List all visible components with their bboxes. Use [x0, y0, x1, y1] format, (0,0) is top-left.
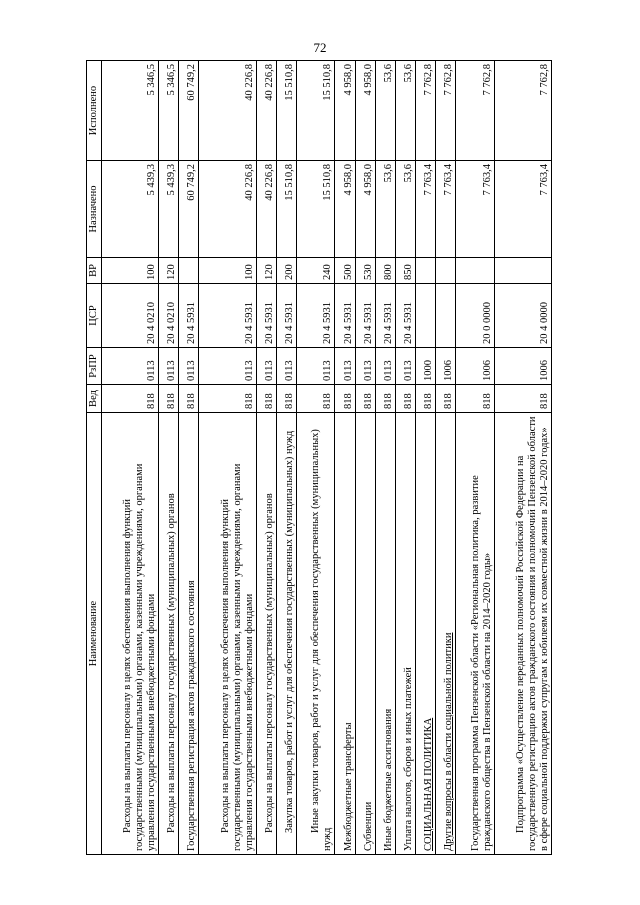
row-vr: [456, 258, 495, 284]
row-ved: 818: [494, 385, 551, 413]
row-ved: 818: [199, 385, 256, 413]
row-ved: 818: [256, 385, 276, 413]
row-csr: 20 4 5931: [199, 284, 256, 348]
row-assigned: 5 439,3: [102, 161, 159, 258]
header-executed: Исполнено: [87, 61, 102, 161]
row-csr: 20 4 5931: [375, 284, 395, 348]
table-row: [435, 61, 455, 855]
table-row: [179, 61, 199, 855]
row-assigned: 15 510,8: [276, 161, 296, 258]
rotated-table-container: [86, 61, 552, 855]
row-vr: 240: [296, 258, 335, 284]
row-rzpr: 0113: [102, 348, 159, 385]
row-vr: 530: [355, 258, 375, 284]
row-name: Расходы на выплаты персоналу государственных (муниципальных) органов: [256, 413, 276, 855]
header-ved: Вед: [87, 385, 102, 413]
row-csr: 20 4 5931: [276, 284, 296, 348]
row-assigned: 4 958,0: [355, 161, 375, 258]
row-vr: 120: [159, 258, 179, 284]
row-name: Государственная программа Пензенской области «Региональная политика, развитие гражданского общества в Пензенской области на 2014–2020 годы»: [456, 413, 495, 855]
table-row: [355, 61, 375, 855]
row-rzpr: 0113: [395, 348, 415, 385]
row-assigned: 53,6: [395, 161, 415, 258]
row-ved: 818: [102, 385, 159, 413]
row-executed: 5 346,5: [102, 61, 159, 161]
row-rzpr: 0113: [276, 348, 296, 385]
row-assigned: 5 439,3: [159, 161, 179, 258]
row-executed: 15 510,8: [276, 61, 296, 161]
header-assigned: Назначено: [87, 161, 102, 258]
row-vr: [415, 258, 435, 284]
row-name: Другие вопросы в области социальной политики: [435, 413, 455, 855]
table-row: [276, 61, 296, 855]
row-name: Иные бюджетные ассигнования: [375, 413, 395, 855]
table-row: [456, 61, 495, 855]
row-rzpr: 0113: [179, 348, 199, 385]
row-ved: 818: [375, 385, 395, 413]
row-ved: 818: [276, 385, 296, 413]
row-ved: 818: [415, 385, 435, 413]
row-vr: 100: [102, 258, 159, 284]
row-rzpr: 0113: [199, 348, 256, 385]
row-csr: 20 4 5931: [179, 284, 199, 348]
row-csr: 20 4 0210: [102, 284, 159, 348]
row-ved: 818: [335, 385, 355, 413]
row-ved: 818: [296, 385, 335, 413]
row-vr: 100: [199, 258, 256, 284]
row-name: Закупка товаров, работ и услуг для обеспечения государственных (муниципальных) нужд: [276, 413, 296, 855]
table-row: [159, 61, 179, 855]
row-executed: 5 346,5: [159, 61, 179, 161]
row-vr: 120: [256, 258, 276, 284]
row-rzpr: 1006: [494, 348, 551, 385]
row-executed: 60 749,2: [179, 61, 199, 161]
row-vr: [179, 258, 199, 284]
row-assigned: 60 749,2: [179, 161, 199, 258]
row-name: СОЦИАЛЬНАЯ ПОЛИТИКА: [415, 413, 435, 855]
row-assigned: 15 510,8: [296, 161, 335, 258]
table-row: [296, 61, 335, 855]
row-executed: 15 510,8: [296, 61, 335, 161]
row-assigned: 7 763,4: [494, 161, 551, 258]
row-csr: [415, 284, 435, 348]
page-number: 72: [313, 40, 327, 55]
row-executed: 53,6: [375, 61, 395, 161]
table-row: [494, 61, 551, 855]
row-rzpr: 0113: [335, 348, 355, 385]
row-assigned: 40 226,8: [256, 161, 276, 258]
header-vr: ВР: [87, 258, 102, 284]
header-csr: ЦСР: [87, 284, 102, 348]
row-ved: 818: [395, 385, 415, 413]
row-rzpr: 0113: [375, 348, 395, 385]
row-ved: 818: [355, 385, 375, 413]
table-row: [102, 61, 159, 855]
row-csr: 20 4 0000: [494, 284, 551, 348]
row-vr: 200: [276, 258, 296, 284]
row-assigned: 40 226,8: [199, 161, 256, 258]
row-rzpr: 1006: [456, 348, 495, 385]
row-name: Межбюджетные трансферты: [335, 413, 355, 855]
row-executed: 40 226,8: [199, 61, 256, 161]
row-vr: 500: [335, 258, 355, 284]
row-executed: 7 762,8: [435, 61, 455, 161]
row-name: Иные закупки товаров, работ и услуг для обеспечения государственных (муниципальных) нужд: [296, 413, 335, 855]
row-rzpr: 1006: [435, 348, 455, 385]
table-row: [335, 61, 355, 855]
table-row: [256, 61, 276, 855]
row-csr: 20 4 5931: [256, 284, 276, 348]
row-ved: 818: [159, 385, 179, 413]
row-executed: 4 958,0: [355, 61, 375, 161]
row-vr: 850: [395, 258, 415, 284]
row-name: Подпрограмма «Осуществление переданных полномочий Российской Федерации на государственную регистрацию актов гражданского состояния и полномочий Пензенской области в сфере социальной поддержки супругам к юбилеям их совместной жизни в 2014–2020 годах»: [494, 413, 551, 855]
row-name: Субвенции: [355, 413, 375, 855]
row-csr: 20 4 0210: [159, 284, 179, 348]
row-csr: 20 4 5931: [355, 284, 375, 348]
row-rzpr: 0113: [159, 348, 179, 385]
header-name: Наименование: [87, 413, 102, 855]
row-name: Расходы на выплаты персоналу в целях обеспечения выполнения функций государственными (муниципальными) органами, казенными учреждениями, органами управления государственными внебюджетными фондами: [102, 413, 159, 855]
row-vr: [494, 258, 551, 284]
budget-table: [86, 60, 552, 855]
row-rzpr: 0113: [256, 348, 276, 385]
row-name: Уплата налогов, сборов и иных платежей: [395, 413, 415, 855]
row-assigned: 7 763,4: [456, 161, 495, 258]
header-rzpr: РзПР: [87, 348, 102, 385]
row-executed: 53,6: [395, 61, 415, 161]
row-executed: 4 958,0: [335, 61, 355, 161]
row-csr: [435, 284, 455, 348]
row-csr: 20 4 5931: [296, 284, 335, 348]
table-row: [395, 61, 415, 855]
row-name: Расходы на выплаты персоналу государственных (муниципальных) органов: [159, 413, 179, 855]
row-name: Государственная регистрация актов гражданского состояния: [179, 413, 199, 855]
table-row: [415, 61, 435, 855]
table-header-row: [87, 61, 102, 855]
row-assigned: 7 763,4: [435, 161, 455, 258]
row-executed: 7 762,8: [415, 61, 435, 161]
row-rzpr: 0113: [296, 348, 335, 385]
row-executed: 40 226,8: [256, 61, 276, 161]
row-assigned: 4 958,0: [335, 161, 355, 258]
table-row: [199, 61, 256, 855]
row-vr: 800: [375, 258, 395, 284]
row-assigned: 7 763,4: [415, 161, 435, 258]
row-csr: 20 0 0000: [456, 284, 495, 348]
row-executed: 7 762,8: [494, 61, 551, 161]
row-rzpr: 1000: [415, 348, 435, 385]
row-ved: 818: [456, 385, 495, 413]
row-ved: 818: [179, 385, 199, 413]
row-assigned: 53,6: [375, 161, 395, 258]
row-csr: 20 4 5931: [335, 284, 355, 348]
row-vr: [435, 258, 455, 284]
row-name: Расходы на выплаты персоналу в целях обеспечения выполнения функций государственными (муниципальными) органами, казенными учреждениями, органами управления государственными внебюджетными фондами: [199, 413, 256, 855]
table-row: [375, 61, 395, 855]
row-rzpr: 0113: [355, 348, 375, 385]
row-ved: 818: [435, 385, 455, 413]
row-executed: 7 762,8: [456, 61, 495, 161]
row-csr: 20 4 5931: [395, 284, 415, 348]
